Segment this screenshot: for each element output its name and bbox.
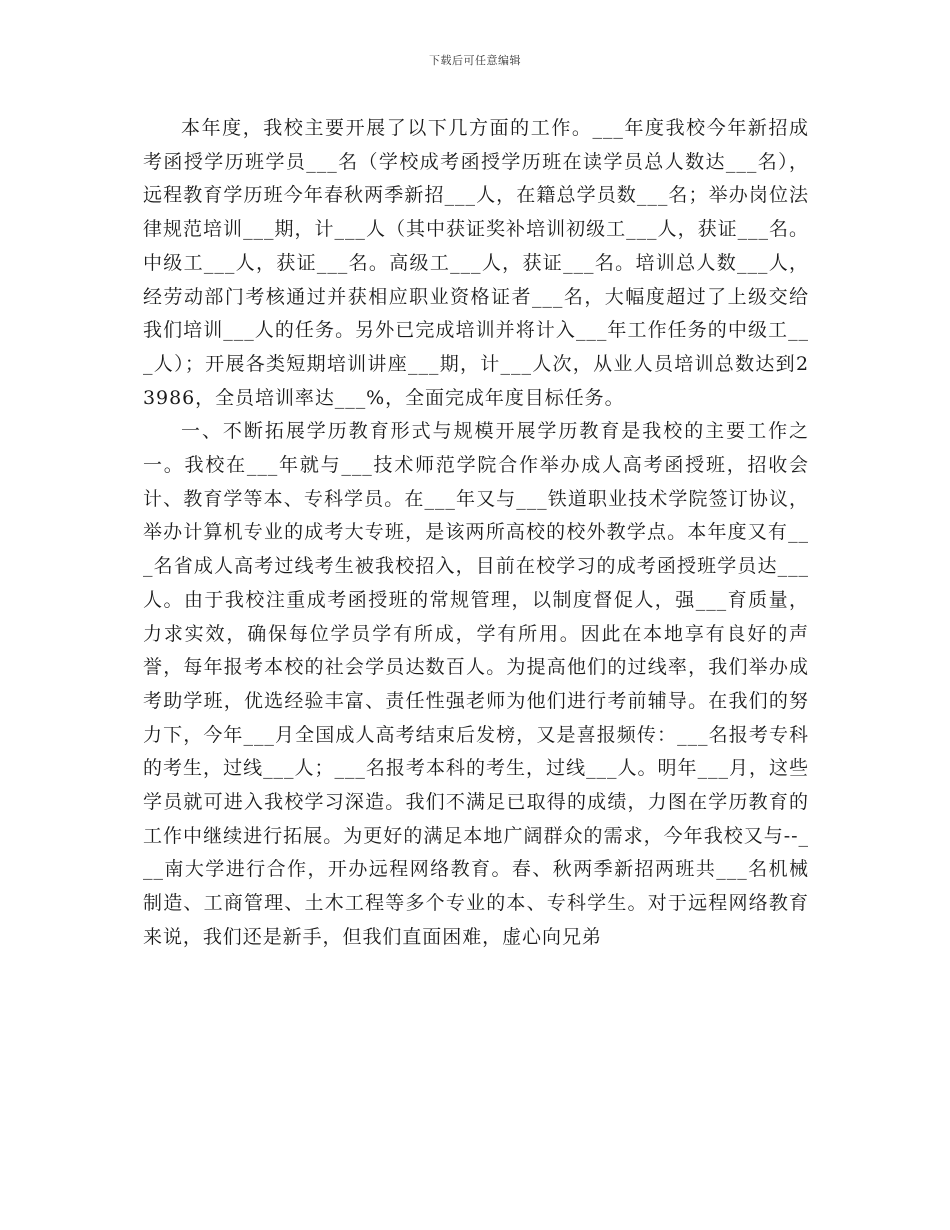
document-body bbox=[143, 112, 809, 955]
page-header-note: 下载后可任意编辑 bbox=[429, 54, 521, 67]
paragraph-work-summary: 本年度，我校主要开展了以下几方面的工作。___年度我校今年新招成考函授学历班学员___名（学校成考函授学历班在读学员总人数达___名），远程教育学历班今年春秋两季新招___人，在籍总学员数___名；举办岗位法律规范培训___期，计___人（其中获证奖补培训初级工___人，获证___名。中级工___人，获证___名。高级工___人，获证___名。培训总人数___人，经劳动部门考核通过并获相应职业资格证者___名，大幅度超过了上级交给我们培训___人的任务。另外已完成培训并将计入___年工作任务的中级工___人）；开展各类短期培训讲座___期，计___人次，从业人员培训总数达到23986，全员培训率达___%，全面完成年度目标任务。 bbox=[143, 117, 809, 409]
paragraph-academic-education: 一、不断拓展学历教育形式与规模开展学历教育是我校的主要工作之一。我校在___年就与___技术师范学院合作举办成人高考函授班，招收会计、教育学等本、专科学员。在___年又与___铁道职业技术学院签订协议，举办计算机专业的成考大专班，是该两所高校的校外教学点。本年度又有___名省成人高考过线考生被我校招入，目前在校学习的成考函授班学员达___人。由于我校注重成考函授班的常规管理，以制度督促人，强___育质量，力求实效，确保每位学员学有所成，学有所用。因此在本地享有良好的声誉，每年报考本校的社会学员达数百人。为提高他们的过线率，我们举办成考助学班，优选经验丰富、责任性强老师为他们进行考前辅导。在我们的努力下，今年___月全国成人高考结束后发榜，又是喜报频传：___名报考专科的考生，过线___人；___名报考本科的考生，过线___人。明年___月，这些学员就可进入我校学习深造。我们不满足已取得的成绩，力图在学历教育的工作中继续进行拓展。为更好的满足本地广阔群众的需求，今年我校又与--___南大学进行合作，开办远程网络教育。春、秋两季新招两班共___名机械制造、工商管理、土木工程等多个专业的本、专科学生。对于远程网络教育来说，我们还是新手，但我们直面困难，虚心向兄弟 bbox=[143, 420, 809, 948]
